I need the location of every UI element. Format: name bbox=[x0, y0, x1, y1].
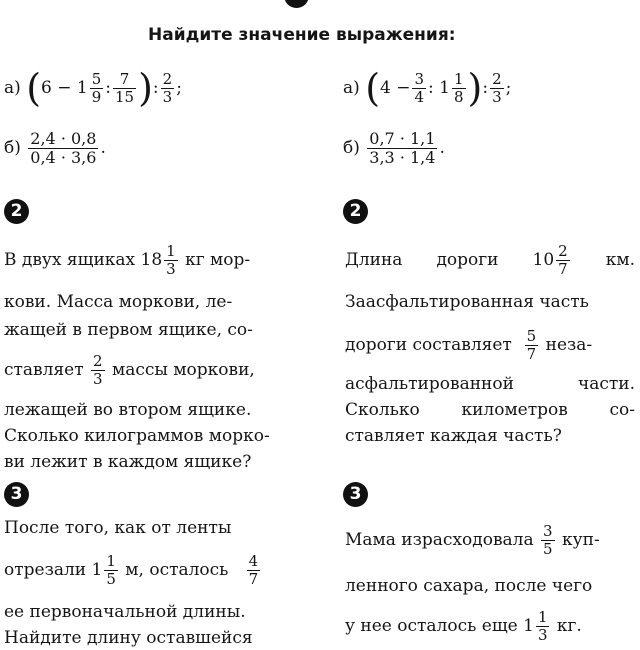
numerator: 5 bbox=[91, 69, 102, 88]
left-task1-a bbox=[4, 60, 182, 116]
text-fragment: ставляет bbox=[4, 359, 84, 380]
mixed-number bbox=[533, 243, 572, 278]
punctuation: ; bbox=[176, 77, 182, 98]
fraction bbox=[90, 71, 104, 106]
fraction bbox=[164, 243, 178, 278]
left-task1-b bbox=[4, 122, 106, 174]
denominator: 4 bbox=[414, 87, 425, 106]
numerator: 2 bbox=[162, 69, 173, 88]
text-line: Найдите длину оставшейся bbox=[4, 628, 253, 648]
numerator: 1 bbox=[537, 607, 548, 626]
task-number-badge: 3 bbox=[4, 482, 29, 507]
numerator: 2,4 · 0,8 bbox=[30, 128, 97, 148]
text-line: ее первоначальной длины. bbox=[4, 602, 246, 622]
text-fragment: куп- bbox=[561, 529, 600, 550]
fraction bbox=[556, 243, 570, 278]
expression-part: 6 − 1 bbox=[41, 77, 88, 98]
text-line: После того, как от ленты bbox=[4, 518, 232, 538]
item-label-b: б) bbox=[343, 137, 360, 158]
task-number-badge: 3 bbox=[343, 482, 368, 507]
text-line bbox=[4, 544, 290, 596]
fraction bbox=[28, 130, 98, 167]
denominator: 3 bbox=[492, 87, 502, 106]
text-fragment: у нее осталось еще bbox=[345, 615, 518, 636]
text-line bbox=[345, 602, 635, 650]
denominator: 8 bbox=[453, 87, 464, 106]
expression-part: 4 − bbox=[380, 77, 411, 98]
text-fragment: отрезали 1 bbox=[4, 559, 103, 580]
text-fragment: км. bbox=[605, 249, 635, 270]
text-line bbox=[345, 516, 635, 564]
numerator: 3 bbox=[414, 69, 425, 88]
punctuation: . bbox=[100, 137, 106, 158]
whole-part: 10 bbox=[532, 249, 555, 270]
numerator: 2 bbox=[93, 351, 103, 370]
numerator: 7 bbox=[113, 71, 136, 89]
operator: : bbox=[482, 77, 489, 98]
fraction bbox=[247, 553, 261, 588]
numerator: 4 bbox=[248, 551, 259, 570]
open-paren: ( bbox=[365, 66, 381, 110]
text-fragment: асфальтированной bbox=[345, 374, 514, 394]
fraction bbox=[104, 553, 118, 588]
denominator: 3 bbox=[166, 259, 176, 278]
text-line bbox=[4, 346, 288, 394]
text-line: Заасфальтированная часть bbox=[345, 292, 589, 312]
denominator: 9 bbox=[91, 87, 102, 106]
text-line: Сколько килограммов морко- bbox=[4, 426, 270, 446]
text-fragment: Мама израсходовала bbox=[345, 529, 534, 550]
operator: : bbox=[152, 77, 159, 98]
text-fragment: дороги bbox=[436, 249, 499, 270]
item-label-a: а) bbox=[343, 77, 360, 98]
text-line: ставляет каждая часть? bbox=[345, 426, 562, 446]
numerator: 3 bbox=[543, 521, 553, 540]
denominator: 3,3 · 1,4 bbox=[369, 147, 436, 167]
task-number-badge: 2 bbox=[343, 199, 368, 224]
text-line: ви лежит в каждом ящике? bbox=[4, 452, 252, 472]
fraction bbox=[525, 328, 539, 363]
fraction bbox=[541, 523, 555, 558]
fraction bbox=[412, 71, 426, 106]
numerator: 2 bbox=[492, 69, 502, 88]
numerator: 5 bbox=[526, 326, 537, 345]
numerator: 2 bbox=[558, 241, 568, 260]
fraction bbox=[161, 71, 175, 106]
numerator: 1 bbox=[453, 69, 464, 88]
text-fragment: Длина bbox=[345, 249, 403, 270]
denominator: 3 bbox=[93, 369, 103, 388]
task-number-badge-top bbox=[284, 0, 309, 8]
item-label-b: б) bbox=[4, 137, 21, 158]
operator: : bbox=[105, 77, 111, 98]
denominator: 3 bbox=[162, 87, 173, 106]
open-paren: ( bbox=[26, 66, 42, 110]
text-fragment: кг. bbox=[556, 615, 582, 636]
text-line: ленного сахара, после чего bbox=[345, 576, 593, 596]
denominator: 5 bbox=[106, 569, 116, 588]
text-fragment: массы моркови, bbox=[111, 359, 255, 380]
denominator: 15 bbox=[114, 87, 135, 106]
close-paren: ) bbox=[467, 66, 483, 110]
text-fragment: неза- bbox=[545, 334, 593, 355]
operator: : 1 bbox=[428, 77, 450, 98]
text-fragment: километров bbox=[461, 400, 568, 420]
text-line: кови. Масса моркови, ле- bbox=[4, 292, 233, 312]
numerator: 1 bbox=[106, 551, 116, 570]
denominator: 7 bbox=[526, 344, 537, 363]
punctuation: ; bbox=[505, 77, 512, 98]
denominator: 7 bbox=[558, 259, 568, 278]
fraction bbox=[113, 71, 136, 106]
text-fragment: со- bbox=[609, 400, 635, 420]
item-label-a: а) bbox=[4, 77, 21, 98]
text-line: лежащей во втором ящике. bbox=[4, 400, 252, 420]
denominator: 0,4 · 3,6 bbox=[30, 147, 97, 167]
text-line bbox=[345, 322, 635, 368]
text-line: жащей в первом ящике, со- bbox=[4, 320, 253, 340]
fraction bbox=[490, 71, 504, 106]
text-line bbox=[345, 376, 635, 393]
fraction bbox=[91, 353, 105, 388]
denominator: 3 bbox=[537, 625, 548, 644]
task-number-badge: 2 bbox=[4, 199, 29, 224]
denominator: 7 bbox=[248, 569, 259, 588]
text-line bbox=[345, 236, 635, 284]
text-fragment: кг мор- bbox=[185, 249, 251, 270]
text-fragment: Сколько bbox=[345, 400, 420, 420]
text-line bbox=[4, 236, 288, 284]
close-paren: ) bbox=[138, 66, 153, 110]
fraction bbox=[536, 609, 550, 644]
fraction bbox=[367, 130, 437, 167]
right-task1-a bbox=[343, 60, 511, 116]
fraction bbox=[452, 71, 466, 106]
task-heading: Найдите значение выражения: bbox=[148, 25, 456, 45]
whole-part: 1 bbox=[523, 615, 534, 636]
text-fragment: дороги составляет bbox=[345, 334, 512, 355]
text-fragment: В двух ящиках 18 bbox=[4, 249, 163, 270]
numerator: 0,7 · 1,1 bbox=[369, 128, 436, 148]
punctuation: . bbox=[439, 137, 445, 158]
text-fragment: части. bbox=[577, 374, 635, 394]
text-line bbox=[345, 402, 635, 419]
denominator: 5 bbox=[543, 539, 553, 558]
numerator: 1 bbox=[166, 241, 176, 260]
text-fragment: м, осталось bbox=[125, 559, 229, 580]
right-task1-b bbox=[343, 122, 445, 174]
